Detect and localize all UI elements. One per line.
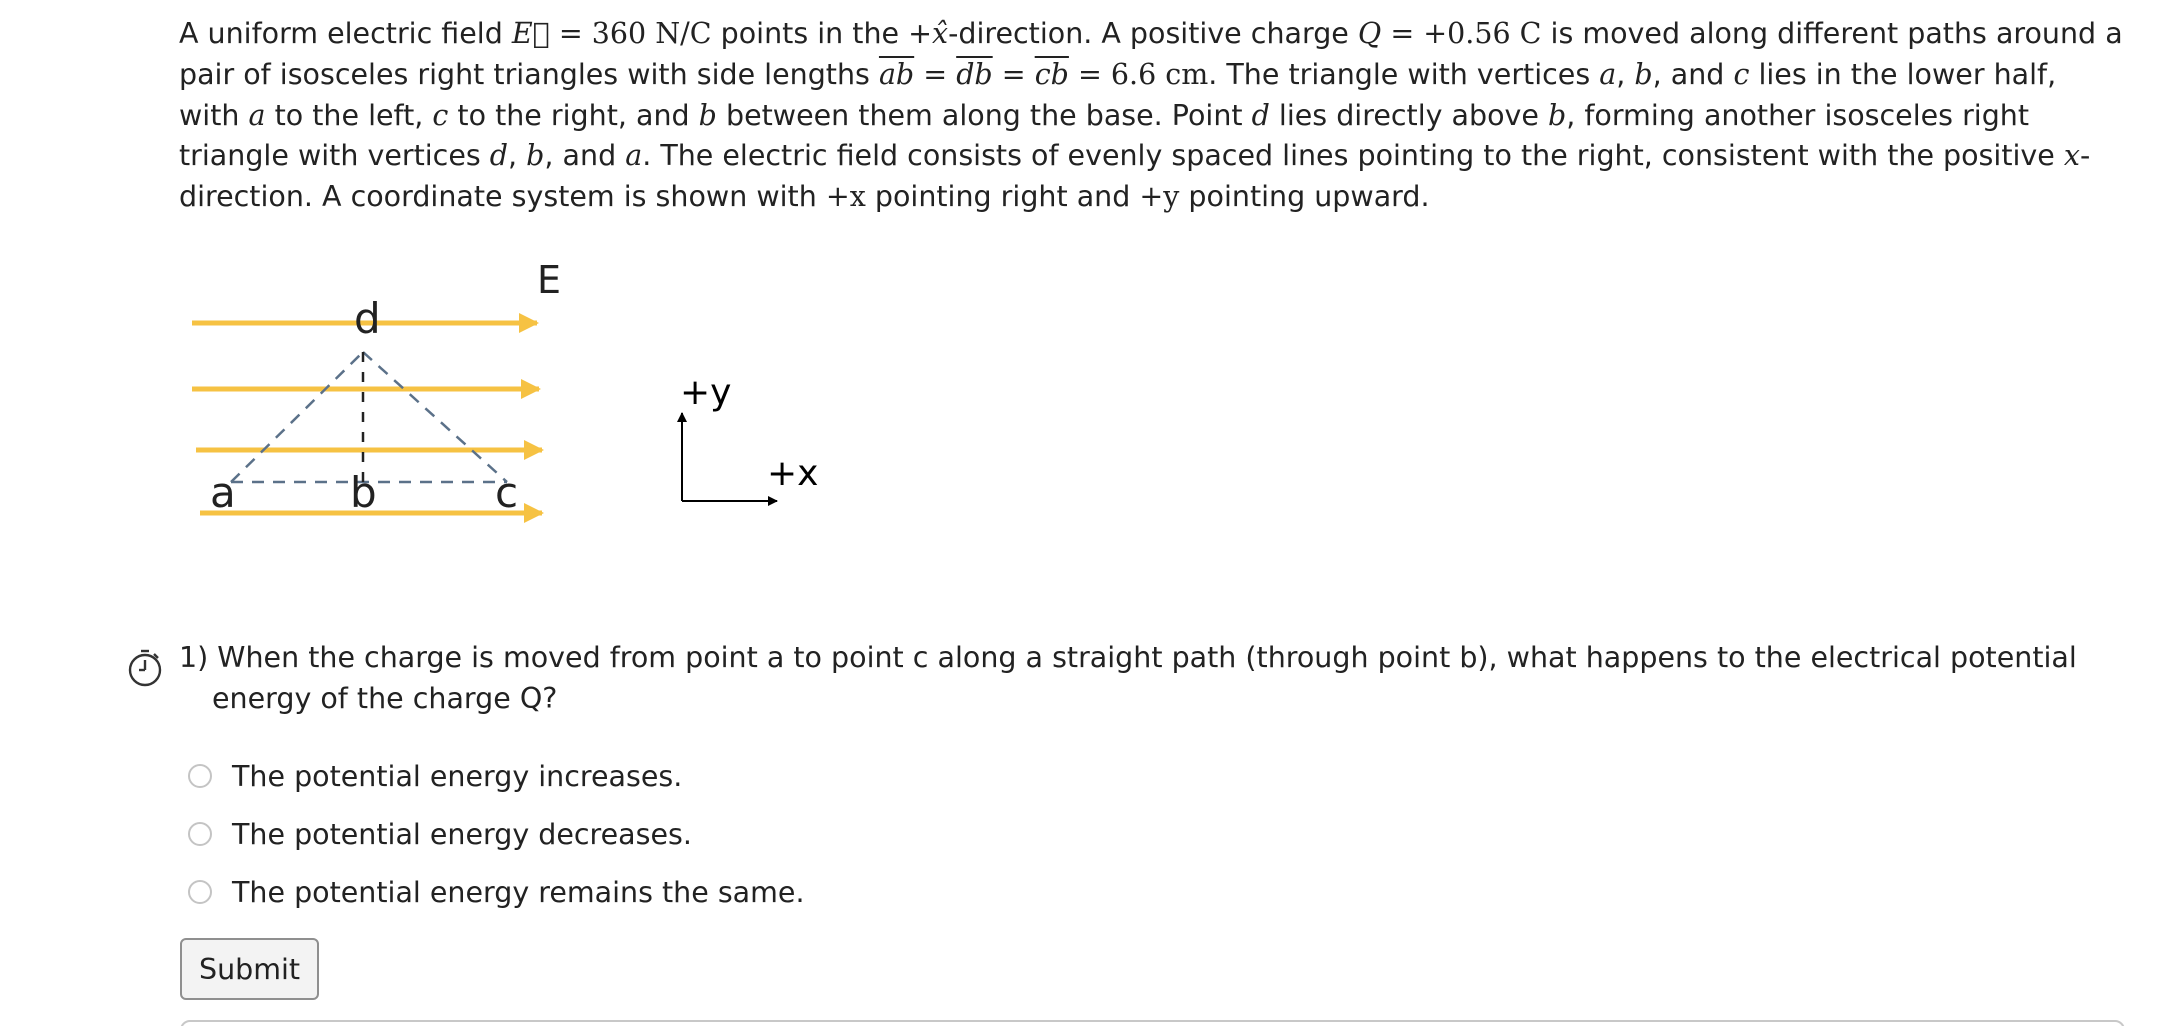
text-segment: pointing right and <box>865 180 1140 214</box>
point-c-label: c <box>495 468 519 517</box>
math-var: c <box>1733 57 1750 91</box>
math-segment-db: $\overline{db}$ <box>956 57 993 91</box>
text-segment: , <box>1616 57 1635 91</box>
math-var: c <box>432 98 449 132</box>
next-panel-edge <box>180 1020 2125 1026</box>
point-a-label: a <box>210 468 236 517</box>
text-segment: , and <box>544 139 626 173</box>
field-diagram <box>180 245 830 545</box>
answer-options <box>188 756 805 930</box>
dashed-edge-d-c <box>363 352 507 482</box>
math-var: d <box>1251 98 1270 132</box>
math-var: b <box>526 139 545 173</box>
axis-y-label: +y <box>680 372 732 413</box>
text-segment: , <box>508 139 527 173</box>
math-x-hat: x̂ <box>932 17 949 50</box>
math-var: d <box>489 139 509 173</box>
field-label: E <box>537 258 562 302</box>
option-decreases[interactable] <box>188 814 805 854</box>
math-plus-y: +y <box>1139 180 1180 214</box>
math-field-value: = 360 N/C <box>549 17 712 50</box>
math-var: x <box>2063 139 2080 173</box>
dashed-edge-a-d <box>231 352 363 482</box>
math-var: b <box>1548 98 1567 132</box>
math-q: Q <box>1357 17 1382 50</box>
point-b-label: b <box>350 468 377 517</box>
text-segment: points in the + <box>711 17 932 50</box>
text-segment: . The triangle with vertices <box>1208 57 1600 91</box>
radio-button[interactable] <box>188 822 212 846</box>
text-segment: lies directly above <box>1269 98 1548 132</box>
text-segment: A uniform electric field <box>179 17 512 50</box>
math-var: b <box>1634 57 1653 91</box>
field-diagram-svg <box>180 245 830 545</box>
text-segment: -direction. A positive charge <box>948 17 1358 50</box>
axis-x-label: +x <box>767 453 819 494</box>
math-equals: = <box>914 57 957 91</box>
text-segment: between them along the base. Point <box>716 98 1252 132</box>
math-equals: = <box>992 57 1035 91</box>
point-d-label: d <box>354 294 381 343</box>
math-segment-cb: $\overline{cb}$ <box>1034 57 1069 91</box>
problem-statement <box>179 14 2124 218</box>
text-segment: is moved along different paths around a pair of isosceles right triangles with side lengths <box>179 17 2123 91</box>
math-var: a <box>625 139 643 173</box>
math-e-vector: E⃗ <box>511 17 550 50</box>
option-label: The potential energy remains the same. <box>232 875 805 909</box>
question-text: 1) When the charge is moved from point a to point c along a straight path (through point b), what happens to the electrical potential energy of the charge Q? <box>179 641 2077 715</box>
text-segment: to the left, <box>265 98 433 132</box>
math-var: a <box>248 98 266 132</box>
text-segment: to the right, and <box>448 98 699 132</box>
math-var: a <box>1599 57 1617 91</box>
radio-button[interactable] <box>188 764 212 788</box>
math-segment-ab: $\overline{ab}$ <box>878 57 915 91</box>
option-remains-same[interactable] <box>188 872 805 912</box>
math-length-value: = 6.6 cm <box>1068 57 1209 91</box>
text-segment: pointing upward. <box>1179 180 1430 214</box>
text-segment: . The electric field consists of evenly spaced lines pointing to the right, consistent with the positive <box>642 139 2064 173</box>
option-increases[interactable] <box>188 756 805 796</box>
radio-button[interactable] <box>188 880 212 904</box>
submit-button[interactable]: Submit <box>180 938 319 1000</box>
text-segment: , forming another isosceles right triangle with vertices <box>179 98 2030 173</box>
option-label: The potential energy increases. <box>232 759 683 793</box>
text-segment: lies in the lower half, with <box>179 57 2057 132</box>
math-charge-value: = +0.56 C <box>1381 17 1542 50</box>
option-label: The potential energy decreases. <box>232 817 692 851</box>
stopwatch-icon <box>127 648 163 688</box>
text-segment: -direction. A coordinate system is shown with <box>179 139 2091 214</box>
math-plus-x: +x <box>825 180 866 214</box>
text-segment: , and <box>1652 57 1734 91</box>
math-var: b <box>698 98 717 132</box>
